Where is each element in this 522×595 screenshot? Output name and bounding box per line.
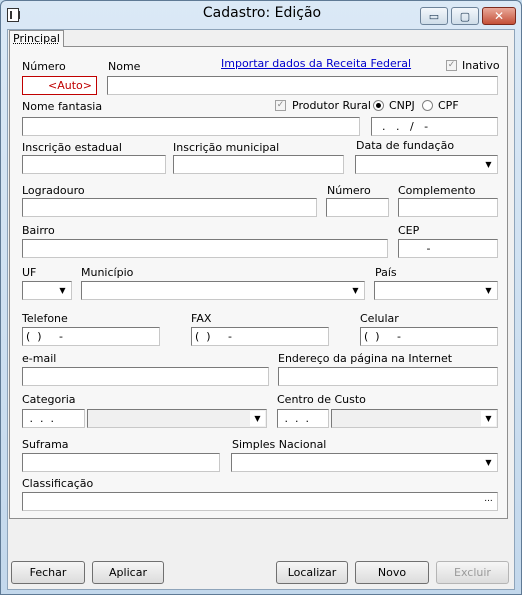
fechar-button[interactable]: Fechar bbox=[11, 561, 85, 584]
excluir-button[interactable]: Excluir bbox=[436, 561, 509, 584]
logradouro-input[interactable] bbox=[22, 198, 317, 217]
nome-fantasia-label: Nome fantasia bbox=[22, 100, 103, 113]
aplicar-button[interactable]: Aplicar bbox=[92, 561, 164, 584]
inscricao-estadual-input[interactable] bbox=[22, 155, 166, 174]
chevron-down-icon[interactable]: ▼ bbox=[481, 283, 496, 298]
inativo-checkbox[interactable]: ✓ bbox=[447, 60, 456, 70]
produtor-rural-label: Produtor Rural bbox=[292, 99, 371, 112]
inscricao-municipal-label: Inscrição municipal bbox=[173, 141, 280, 154]
inscricao-estadual-label: Inscrição estadual bbox=[22, 141, 122, 154]
suframa-input[interactable] bbox=[22, 453, 220, 472]
simples-nacional-select[interactable] bbox=[231, 453, 498, 472]
inativo-label: Inativo bbox=[462, 59, 500, 72]
nome-fantasia-input[interactable] bbox=[22, 117, 360, 136]
celular-input[interactable]: ( ) - bbox=[360, 327, 498, 346]
tab-principal[interactable] bbox=[9, 30, 64, 47]
cnpj-radio[interactable] bbox=[373, 100, 384, 111]
cpf-label: CPF bbox=[438, 99, 459, 112]
numero-field[interactable]: <Auto> bbox=[22, 76, 97, 95]
import-receita-link[interactable]: Importar dados da Receita Federal bbox=[221, 57, 412, 70]
cnpj-label: CNPJ bbox=[389, 99, 415, 112]
uf-select[interactable] bbox=[22, 281, 72, 300]
numero-label: Número bbox=[22, 60, 66, 73]
bairro-label: Bairro bbox=[22, 224, 55, 237]
categoria-select[interactable] bbox=[87, 409, 267, 428]
fax-input[interactable]: ( ) - bbox=[191, 327, 329, 346]
uf-label: UF bbox=[22, 266, 37, 279]
nome-label: Nome bbox=[108, 60, 141, 73]
telefone-input[interactable]: ( ) - bbox=[22, 327, 160, 346]
chevron-down-icon[interactable]: ▼ bbox=[250, 411, 265, 426]
inscricao-municipal-input[interactable] bbox=[173, 155, 344, 174]
categoria-label: Categoria bbox=[22, 393, 76, 406]
minimize-icon: ▭ bbox=[428, 9, 440, 23]
chevron-down-icon[interactable]: ▼ bbox=[348, 283, 363, 298]
municipio-select[interactable] bbox=[81, 281, 365, 300]
numero-endereco-input[interactable] bbox=[326, 198, 389, 217]
chevron-down-icon[interactable]: ▼ bbox=[481, 455, 496, 470]
chevron-down-icon[interactable]: ▼ bbox=[481, 157, 496, 172]
produtor-rural-checkbox[interactable]: ✓ bbox=[276, 100, 285, 110]
pagina-internet-input[interactable] bbox=[278, 367, 498, 386]
email-label: e-mail bbox=[22, 352, 57, 365]
window-title: Cadastro: Edição bbox=[202, 5, 322, 21]
pagina-internet-label: Endereço da página na Internet bbox=[278, 352, 453, 365]
pais-label: País bbox=[375, 266, 397, 279]
cpf-radio[interactable] bbox=[422, 100, 433, 111]
maximize-icon: ▢ bbox=[459, 9, 471, 23]
minimize-button[interactable] bbox=[420, 7, 448, 25]
novo-button[interactable]: Novo bbox=[355, 561, 429, 584]
tab-label: Principal bbox=[13, 32, 60, 45]
classificacao-label: Classificação bbox=[22, 477, 94, 490]
suframa-label: Suframa bbox=[22, 438, 69, 451]
categoria-code-input[interactable]: . . . bbox=[22, 409, 85, 428]
pais-select[interactable] bbox=[374, 281, 498, 300]
close-button[interactable] bbox=[482, 7, 516, 25]
fax-label: FAX bbox=[191, 312, 212, 325]
email-input[interactable] bbox=[22, 367, 269, 386]
complemento-input[interactable] bbox=[398, 198, 498, 217]
classificacao-input[interactable] bbox=[22, 492, 498, 511]
centro-custo-select[interactable] bbox=[331, 409, 498, 428]
ellipsis-button[interactable]: ... bbox=[484, 494, 493, 504]
telefone-label: Telefone bbox=[22, 312, 68, 325]
close-icon: ✕ bbox=[493, 9, 505, 23]
numero-endereco-label: Número bbox=[327, 184, 371, 197]
bairro-input[interactable] bbox=[22, 239, 388, 258]
chevron-down-icon[interactable]: ▼ bbox=[55, 283, 70, 298]
municipio-label: Município bbox=[81, 266, 134, 279]
data-fundacao-picker[interactable] bbox=[355, 155, 498, 174]
cep-input[interactable]: - bbox=[398, 239, 498, 258]
maximize-button[interactable] bbox=[451, 7, 479, 25]
cep-label: CEP bbox=[398, 224, 420, 237]
data-fundacao-label: Data de fundação bbox=[356, 139, 455, 152]
cnpj-input[interactable]: . . / - bbox=[371, 117, 498, 136]
centro-custo-code-input[interactable]: . . . bbox=[277, 409, 329, 428]
celular-label: Celular bbox=[360, 312, 399, 325]
centro-custo-label: Centro de Custo bbox=[277, 393, 366, 406]
nome-input[interactable] bbox=[107, 76, 498, 95]
simples-nacional-label: Simples Nacional bbox=[232, 438, 327, 451]
logradouro-label: Logradouro bbox=[22, 184, 85, 197]
complemento-label: Complemento bbox=[398, 184, 476, 197]
chevron-down-icon[interactable]: ▼ bbox=[481, 411, 496, 426]
localizar-button[interactable]: Localizar bbox=[276, 561, 348, 584]
